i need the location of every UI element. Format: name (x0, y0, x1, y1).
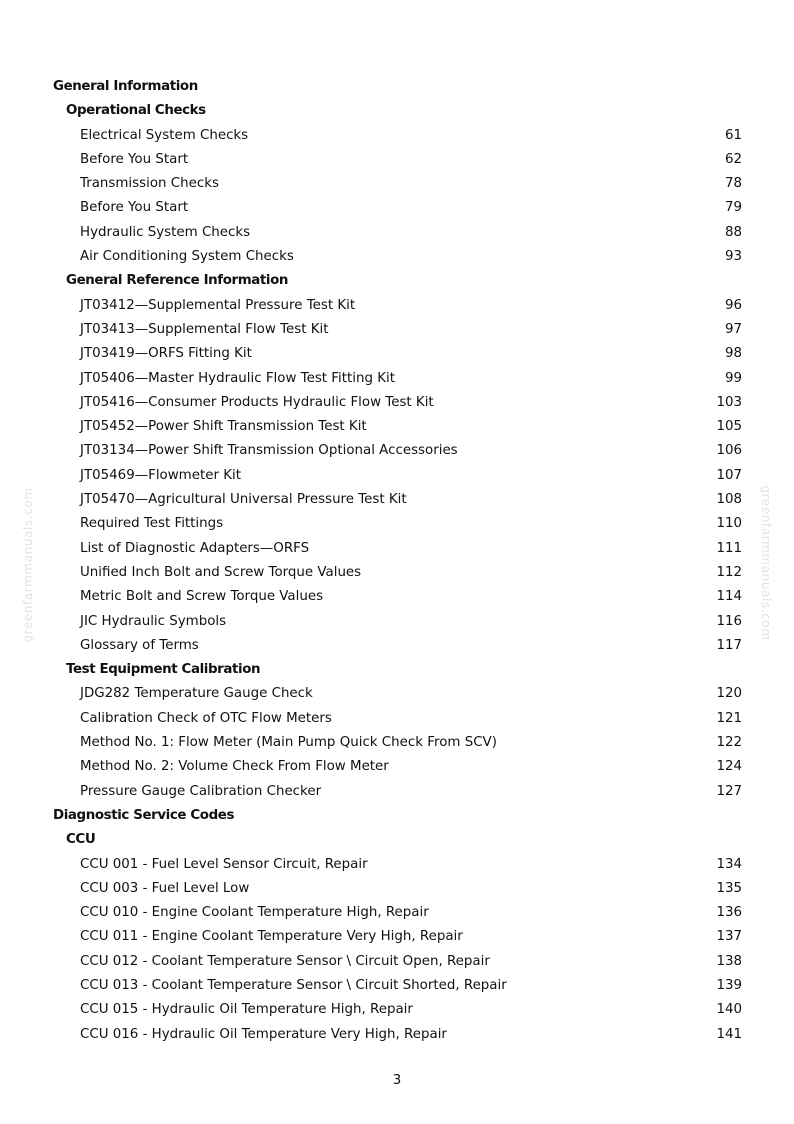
toc-entry-page: 139 (716, 977, 742, 993)
toc-section-heading (0, 99, 794, 123)
toc-entry-title: JIC Hydraulic Symbols (80, 613, 227, 629)
toc-entry-page: 93 (724, 249, 742, 265)
toc-entry-page: 141 (716, 1026, 742, 1042)
toc-entry-page: 138 (716, 953, 742, 969)
toc-entry-title: CCU 011 - Engine Coolant Temperature Very High, Repair (80, 929, 463, 945)
toc-entry-title: Before You Start (80, 151, 189, 167)
toc-entry-title: Glossary of Terms (80, 637, 199, 653)
toc-entry[interactable] (0, 342, 794, 366)
toc-entry-title: Air Conditioning System Checks (80, 249, 294, 265)
toc-entry-title: JT03413—Supplemental Flow Test Kit (80, 321, 329, 337)
toc-entry[interactable] (0, 172, 794, 196)
toc-section-heading (0, 658, 794, 682)
toc-entry-page: 99 (724, 370, 742, 386)
toc-entry-page: 96 (724, 297, 742, 313)
toc-entry[interactable] (0, 853, 794, 877)
toc-section-heading (0, 269, 794, 293)
toc-entry-page: 124 (716, 759, 742, 775)
toc-entry[interactable] (0, 464, 794, 488)
toc-entry-page: 105 (716, 419, 742, 435)
toc-entry-page: 140 (716, 1002, 742, 1018)
toc-entry[interactable] (0, 294, 794, 318)
toc-entry-title: CCU 001 - Fuel Level Sensor Circuit, Repair (80, 856, 368, 872)
toc-entry[interactable] (0, 415, 794, 439)
toc-entry-page: 106 (716, 443, 742, 459)
toc-entry-page: 122 (716, 735, 742, 751)
toc-entry-title: CCU 012 - Coolant Temperature Sensor \ Circuit Open, Repair (80, 953, 490, 969)
toc-entry-title: JT05470—Agricultural Universal Pressure Test Kit (80, 492, 407, 508)
watermark-left: greenfarmmanuals.com (21, 487, 35, 643)
toc-entry[interactable] (0, 731, 794, 755)
toc-entry-title: Before You Start (80, 200, 189, 216)
toc-entry-page: 62 (724, 151, 742, 167)
toc-entry-title: Metric Bolt and Screw Torque Values (80, 589, 324, 605)
toc-entry[interactable] (0, 610, 794, 634)
toc-entry-page: 114 (716, 589, 742, 605)
toc-entry-title: Hydraulic System Checks (80, 224, 251, 240)
toc-entry[interactable] (0, 196, 794, 220)
toc-entry[interactable] (0, 585, 794, 609)
toc-entry-title: Electrical System Checks (80, 127, 249, 143)
toc-entry-title: CCU 010 - Engine Coolant Temperature High, Repair (80, 905, 429, 921)
toc-entry-page: 135 (716, 880, 742, 896)
toc-entry[interactable] (0, 707, 794, 731)
toc-entry[interactable] (0, 537, 794, 561)
toc-entry[interactable] (0, 901, 794, 925)
toc-entry-title: Pressure Gauge Calibration Checker (80, 783, 322, 799)
toc-entry-title: JT05452—Power Shift Transmission Test Kit (80, 419, 367, 435)
toc-section-heading (0, 75, 794, 99)
toc-entry-page: 112 (716, 564, 742, 580)
toc-entry[interactable] (0, 488, 794, 512)
toc-entry-page: 134 (716, 856, 742, 872)
toc-entry-title: JT03412—Supplemental Pressure Test Kit (80, 297, 356, 313)
toc-entry-title: Operational Checks (66, 103, 206, 119)
toc-entry[interactable] (0, 1023, 794, 1047)
toc-entry-title: CCU 003 - Fuel Level Low (80, 880, 250, 896)
toc-entry-page: 120 (716, 686, 742, 702)
toc-entry[interactable] (0, 925, 794, 949)
toc-entry[interactable] (0, 755, 794, 779)
toc-entry[interactable] (0, 512, 794, 536)
toc-entry-title: Method No. 1: Flow Meter (Main Pump Quick Check From SCV) (80, 735, 497, 751)
toc-entry-page: 79 (724, 200, 742, 216)
toc-entry[interactable] (0, 682, 794, 706)
toc-entry-page: 116 (716, 613, 742, 629)
toc-entry-page: 110 (716, 516, 742, 532)
toc-entry-title: Test Equipment Calibration (66, 662, 261, 678)
toc-entry-page: 121 (716, 710, 742, 726)
toc-entry-title: General Reference Information (66, 273, 289, 289)
toc-entry-page: 61 (724, 127, 742, 143)
toc-entry-page: 117 (716, 637, 742, 653)
toc-entry[interactable] (0, 634, 794, 658)
toc-entry-title: CCU 016 - Hydraulic Oil Temperature Very High, Repair (80, 1026, 447, 1042)
toc-entry-title: Calibration Check of OTC Flow Meters (80, 710, 332, 726)
table-of-contents (0, 75, 794, 1047)
toc-entry[interactable] (0, 974, 794, 998)
toc-entry-page: 107 (716, 467, 742, 483)
toc-entry[interactable] (0, 367, 794, 391)
toc-entry[interactable] (0, 561, 794, 585)
toc-entry-page: 103 (716, 394, 742, 410)
toc-entry-title: CCU 013 - Coolant Temperature Sensor \ Circuit Shorted, Repair (80, 977, 507, 993)
toc-entry[interactable] (0, 245, 794, 269)
toc-entry-title: JT05406—Master Hydraulic Flow Test Fitting Kit (80, 370, 395, 386)
toc-entry[interactable] (0, 877, 794, 901)
toc-entry-title: CCU (66, 832, 96, 848)
toc-section-heading (0, 804, 794, 828)
toc-entry-title: CCU 015 - Hydraulic Oil Temperature High, Repair (80, 1002, 413, 1018)
toc-entry-title: JT05469—Flowmeter Kit (80, 467, 241, 483)
toc-entry-page: 136 (716, 905, 742, 921)
toc-entry-title: Required Test Fittings (80, 516, 224, 532)
toc-entry[interactable] (0, 124, 794, 148)
toc-entry[interactable] (0, 439, 794, 463)
toc-entry-page: 108 (716, 492, 742, 508)
toc-entry[interactable] (0, 950, 794, 974)
toc-entry-title: Unified Inch Bolt and Screw Torque Values (80, 564, 362, 580)
toc-entry-page: 111 (716, 540, 742, 556)
page-number: 3 (392, 1073, 402, 1088)
toc-entry-title: JT03134—Power Shift Transmission Optional Accessories (80, 443, 458, 459)
toc-entry-page: 98 (724, 346, 742, 362)
toc-entry-title: JT05416—Consumer Products Hydraulic Flow Test Kit (80, 394, 434, 410)
toc-entry-page: 127 (716, 783, 742, 799)
toc-entry-title: Method No. 2: Volume Check From Flow Meter (80, 759, 389, 775)
toc-entry-page: 97 (724, 321, 742, 337)
toc-entry[interactable] (0, 318, 794, 342)
toc-entry-title: Transmission Checks (80, 176, 219, 192)
toc-entry-page: 88 (724, 224, 742, 240)
watermark-right: greenfarmmanuals.com (759, 485, 773, 641)
toc-entry-title: List of Diagnostic Adapters—ORFS (80, 540, 310, 556)
toc-entry[interactable] (0, 998, 794, 1022)
toc-entry-page: 78 (724, 176, 742, 192)
toc-entry[interactable] (0, 780, 794, 804)
toc-entry-page: 137 (716, 929, 742, 945)
toc-entry[interactable] (0, 391, 794, 415)
toc-entry-title: General Information (53, 79, 198, 94)
toc-entry[interactable] (0, 221, 794, 245)
toc-entry-title: JDG282 Temperature Gauge Check (80, 686, 313, 702)
toc-section-heading (0, 828, 794, 852)
toc-entry-title: JT03419—ORFS Fitting Kit (80, 346, 252, 362)
toc-entry-title: Diagnostic Service Codes (53, 807, 235, 823)
toc-entry[interactable] (0, 148, 794, 172)
